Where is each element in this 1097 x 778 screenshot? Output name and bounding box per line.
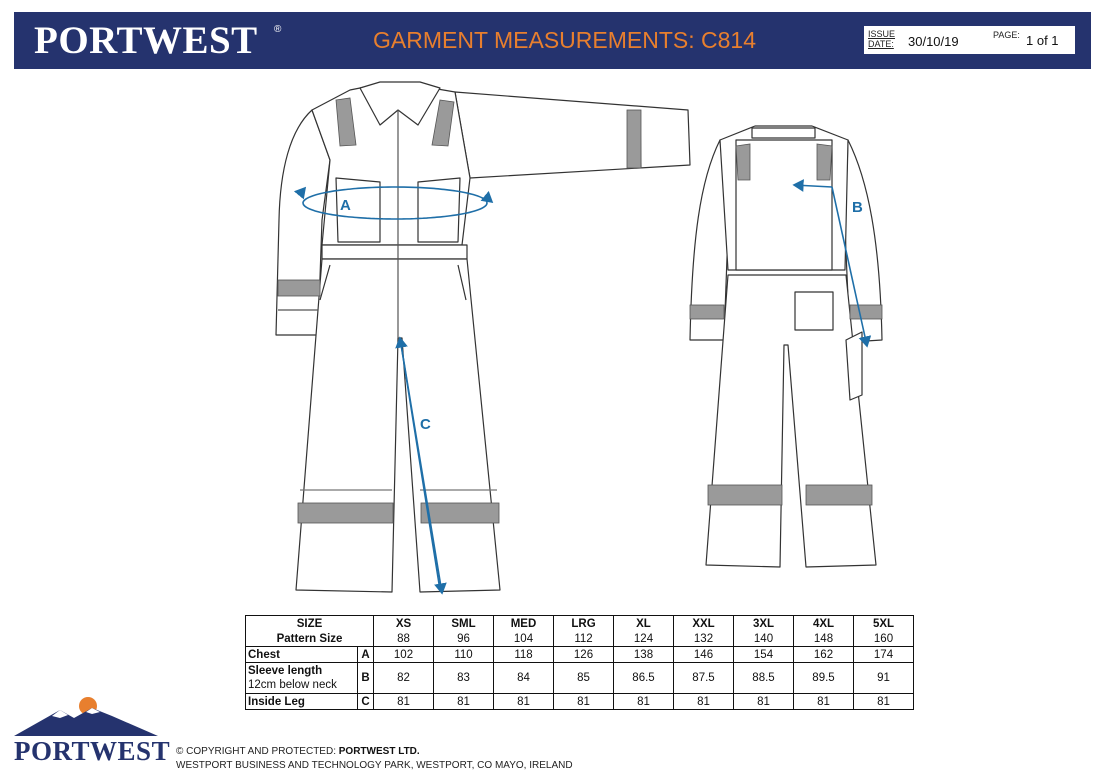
measurement-value-cell: 85 [554, 663, 614, 694]
pattern-size-cell: 96 [434, 631, 494, 647]
measurement-value-cell: 89.5 [794, 663, 854, 694]
measurement-value-cell: 81 [554, 694, 614, 710]
size-header-cell: SIZE [246, 616, 374, 632]
measurement-value-cell: 81 [374, 694, 434, 710]
measurement-value-cell: 174 [854, 647, 914, 663]
size-cell: 3XL [734, 616, 794, 632]
issue-date-value: 30/10/19 [908, 34, 959, 49]
measurement-value-cell: 81 [734, 694, 794, 710]
garment-drawings [0, 70, 1097, 610]
page-label: PAGE: [993, 30, 1020, 40]
size-cell: XS [374, 616, 434, 632]
measurement-name-cell: Inside Leg [246, 694, 358, 710]
measurement-value-cell: 81 [794, 694, 854, 710]
measurement-value-cell: 81 [614, 694, 674, 710]
measurement-value-cell: 110 [434, 647, 494, 663]
size-cell: 4XL [794, 616, 854, 632]
brand-logo: PORTWEST [34, 19, 258, 62]
pattern-size-cell: 160 [854, 631, 914, 647]
label-c: C [420, 416, 431, 433]
size-header-row [246, 616, 914, 632]
issue-date-label: ISSUE DATE: [868, 29, 896, 49]
pattern-size-cell: 104 [494, 631, 554, 647]
measurement-value-cell: 81 [434, 694, 494, 710]
measurement-value-cell: 86.5 [614, 663, 674, 694]
measurement-value-cell: 118 [494, 647, 554, 663]
footer-brand: PORTWEST [14, 736, 171, 766]
measurement-value-cell: 84 [494, 663, 554, 694]
table-row [246, 694, 914, 710]
measurement-value-cell: 146 [674, 647, 734, 663]
table-row [246, 647, 914, 663]
pattern-size-cell: 88 [374, 631, 434, 647]
size-cell: LRG [554, 616, 614, 632]
pattern-size-cell: 124 [614, 631, 674, 647]
pattern-size-cell: 132 [674, 631, 734, 647]
mountain-logo-icon [12, 690, 162, 738]
measurement-value-cell: 87.5 [674, 663, 734, 694]
registered-mark: ® [274, 24, 282, 35]
measurement-code-cell: B [358, 663, 374, 694]
table-row [246, 663, 914, 694]
pattern-size-row [246, 631, 914, 647]
measurement-value-cell: 82 [374, 663, 434, 694]
measurement-value-cell: 154 [734, 647, 794, 663]
issue-date-box [864, 26, 998, 54]
header-bar [14, 12, 1091, 69]
measurement-table [245, 615, 914, 710]
measurement-value-cell: 126 [554, 647, 614, 663]
size-cell: SML [434, 616, 494, 632]
measurement-name-cell: Chest [246, 647, 358, 663]
pattern-size-cell: 140 [734, 631, 794, 647]
measurement-code-cell: C [358, 694, 374, 710]
measurement-value-cell: 102 [374, 647, 434, 663]
page-title: GARMENT MEASUREMENTS: C814 [373, 27, 756, 53]
size-cell: XL [614, 616, 674, 632]
measurement-code-cell: A [358, 647, 374, 663]
address-line: WESTPORT BUSINESS AND TECHNOLOGY PARK, WESTPORT, CO MAYO, IRELAND [176, 760, 573, 771]
page-value: 1 of 1 [1026, 33, 1059, 48]
pattern-size-cell: 112 [554, 631, 614, 647]
pattern-size-header-cell: Pattern Size [246, 631, 374, 647]
measurement-value-cell: 83 [434, 663, 494, 694]
measurement-value-cell: 91 [854, 663, 914, 694]
copyright-line: © COPYRIGHT AND PROTECTED: PORTWEST LTD. [176, 746, 420, 757]
label-b: B [852, 199, 863, 216]
measurement-value-cell: 81 [494, 694, 554, 710]
size-cell: MED [494, 616, 554, 632]
pattern-size-cell: 148 [794, 631, 854, 647]
measurement-name-cell: Sleeve length 12cm below neck [246, 663, 358, 694]
size-cell: 5XL [854, 616, 914, 632]
measurement-value-cell: 81 [674, 694, 734, 710]
measurement-value-cell: 162 [794, 647, 854, 663]
measurement-value-cell: 88.5 [734, 663, 794, 694]
measurement-value-cell: 138 [614, 647, 674, 663]
page-box [989, 26, 1075, 54]
measurement-value-cell: 81 [854, 694, 914, 710]
label-a: A [340, 197, 351, 214]
size-cell: XXL [674, 616, 734, 632]
